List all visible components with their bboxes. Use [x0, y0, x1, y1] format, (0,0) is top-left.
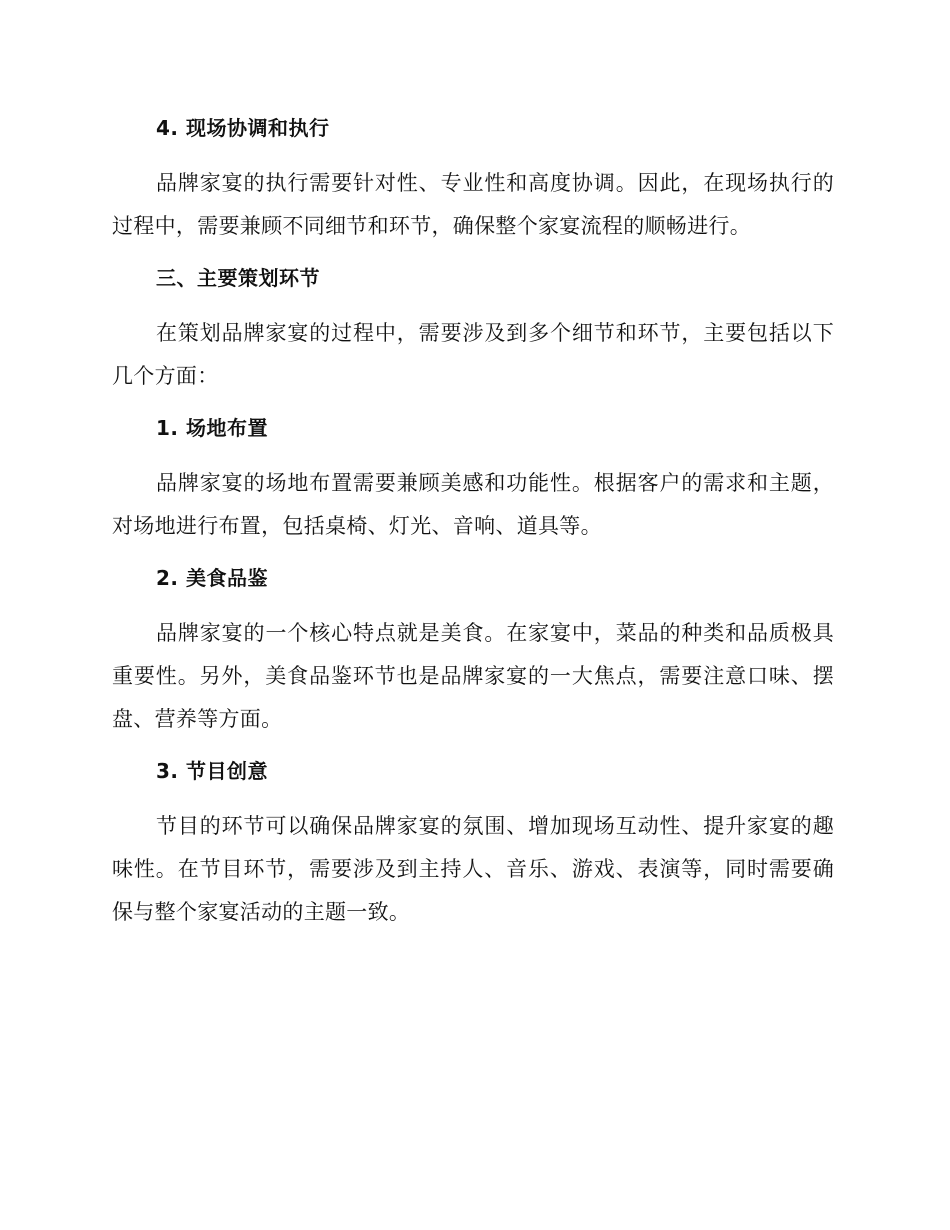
section-heading: 三、主要策划环节 [156, 266, 320, 290]
section-paragraph: 品牌家宴的执行需要针对性、专业性和高度协调。因此，在现场执行的过程中，需要兼顾不同细节和环节，确保整个家宴流程的顺畅进行。 [112, 171, 834, 238]
section-heading: 2. 美食品鉴 [156, 566, 268, 590]
section-heading: 3. 节目创意 [156, 759, 268, 783]
document-body [112, 108, 834, 934]
section-heading: 4. 现场协调和执行 [156, 116, 330, 140]
section-paragraph: 品牌家宴的一个核心特点就是美食。在家宴中，菜品的种类和品质极具重要性。另外，美食品鉴环节也是品牌家宴的一大焦点，需要注意口味、摆盘、营养等方面。 [112, 621, 834, 731]
section-paragraph: 品牌家宴的场地布置需要兼顾美感和功能性。根据客户的需求和主题，对场地进行布置，包括桌椅、灯光、音响、道具等。 [112, 471, 834, 538]
section-paragraph: 节目的环节可以确保品牌家宴的氛围、增加现场互动性、提升家宴的趣味性。在节目环节，需要涉及到主持人、音乐、游戏、表演等，同时需要确保与整个家宴活动的主题一致。 [112, 814, 834, 924]
section-heading: 1. 场地布置 [156, 416, 268, 440]
section-paragraph: 在策划品牌家宴的过程中，需要涉及到多个细节和环节，主要包括以下几个方面： [112, 321, 834, 388]
